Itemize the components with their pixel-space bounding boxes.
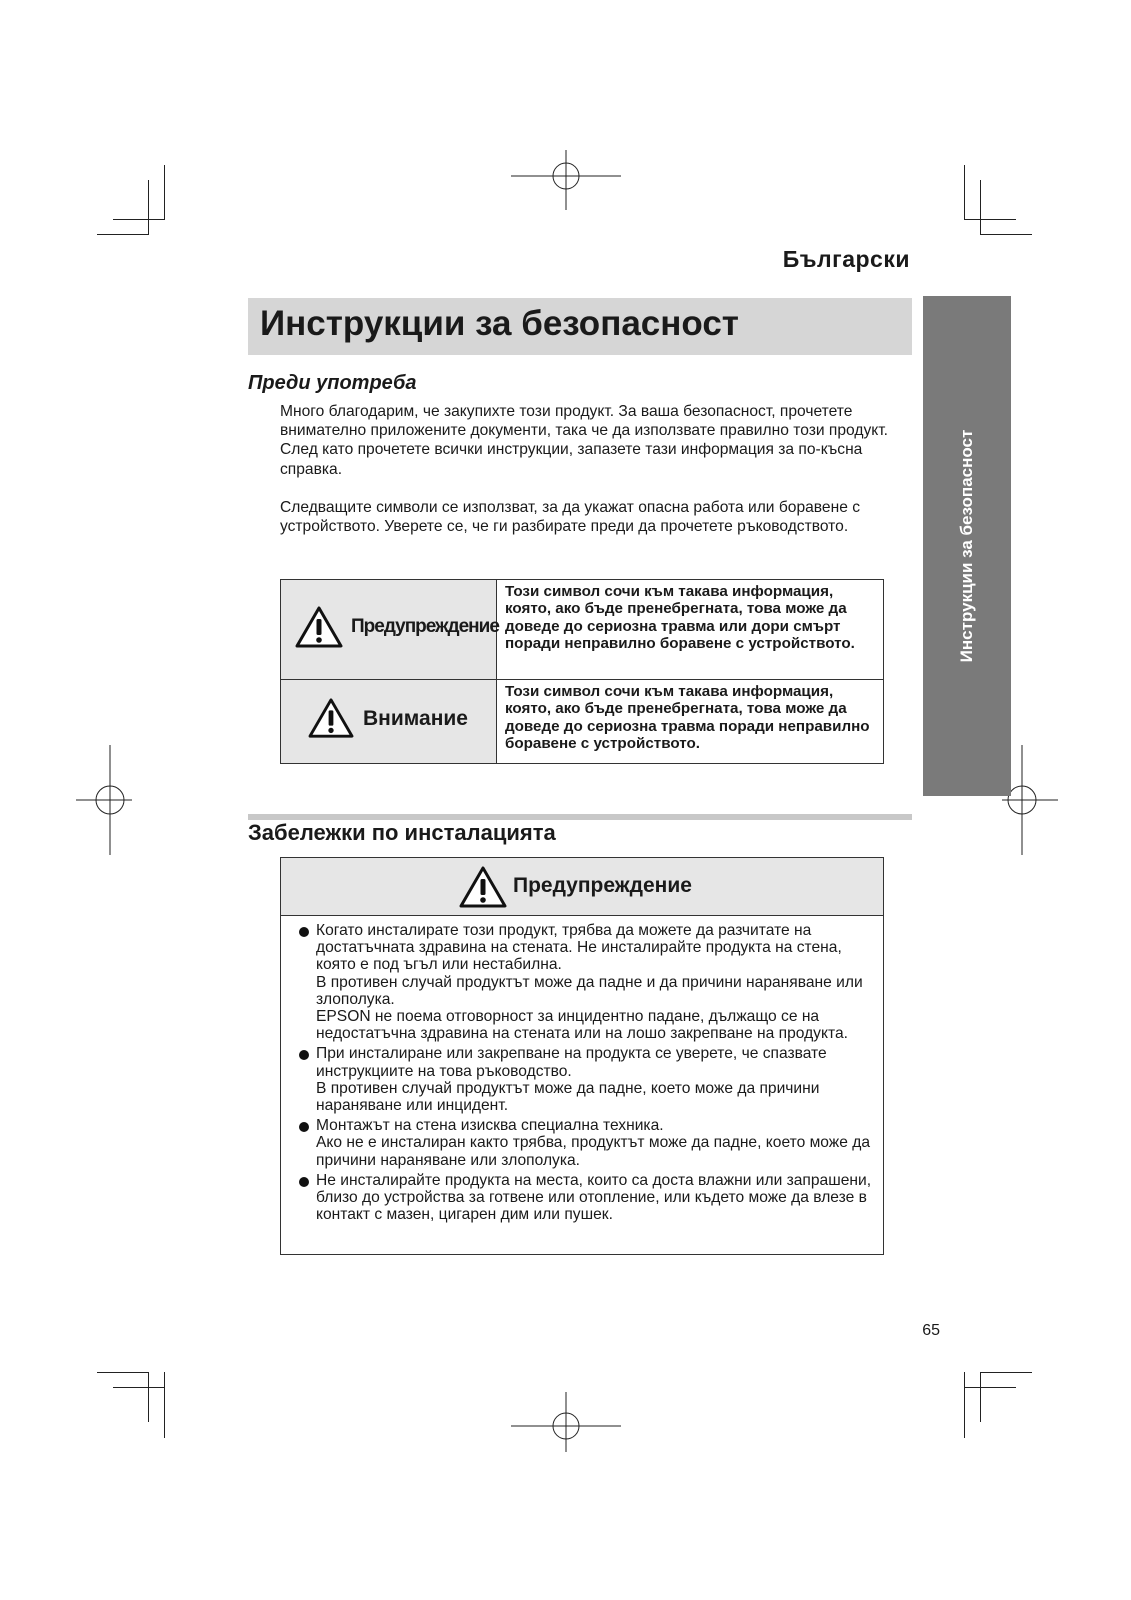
- item-text: В противен случай продуктът може да падне, което може да причини нараняване или инцидент.: [316, 1079, 820, 1115]
- warning-triangle-icon: [458, 865, 508, 909]
- symbol-cell: [281, 680, 497, 763]
- list-item: [281, 1117, 883, 1169]
- warning-list: [281, 922, 883, 1226]
- symbol-label: Предупреждение: [351, 616, 499, 637]
- item-text: EPSON не поема отговорност за инцидентно падане, дължащо се на недостатъчна здравина на стената или на лошо закрепване на продукта.: [316, 1008, 848, 1043]
- item-text: Монтажът на стена изисква специална техника.: [316, 1117, 664, 1135]
- bullet-icon: [299, 1050, 309, 1060]
- warning-triangle-icon: [294, 605, 344, 649]
- installation-warning-box: [280, 857, 884, 1255]
- intro-paragraph: Много благодарим, че закупихте този продукт. За ваша безопасност, прочетете внимателно приложените документи, така че да използвате правилно този продукт.: [280, 403, 888, 440]
- symbol-label: Внимание: [363, 707, 468, 730]
- intro-paragraph: След като прочетете всички инструкции, запазете тази информация за по-късна справка.: [280, 441, 863, 478]
- list-item: [281, 922, 883, 1042]
- item-text: Когато инсталирате този продукт, трябва да можете да разчитате на достатъчната здравина на стената. Не инсталирайте продукта на стена, която е под ъгъл или нестабилна.: [316, 922, 842, 974]
- bullet-icon: [299, 1122, 309, 1132]
- page-number: 65: [922, 1322, 940, 1339]
- item-text: Ако не е инсталиран както трябва, продуктът може да падне, което може да причини нараняване или злополука.: [316, 1134, 870, 1169]
- page-title-bar: [248, 298, 912, 355]
- symbol-description: Този символ сочи към такава информация, която, ако бъде пренебрегната, това може да доведе до сериозна травма или дори смърт поради неправилно боравене с устройството.: [505, 583, 855, 653]
- before-use-heading: Преди употреба: [248, 372, 417, 394]
- symbol-cell: [281, 580, 497, 679]
- list-item: [281, 1172, 883, 1224]
- warning-triangle-icon: [307, 697, 355, 739]
- registration-mark-top: [511, 150, 621, 210]
- symbols-table: [280, 579, 884, 764]
- intro-paragraph: Следващите символи се използват, за да укажат опасна работа или боравене с устройството. Уверете се, че ги разбирате преди да прочетете ръководството.: [280, 498, 860, 536]
- page-title: Инструкции за безопасност: [260, 304, 739, 343]
- warning-label: Предупреждение: [513, 874, 692, 897]
- item-text: В противен случай продуктът може да падне и да причини нараняване или злополука.: [316, 973, 863, 1008]
- symbol-row-caution: [281, 680, 883, 763]
- side-tab: [923, 296, 1011, 796]
- list-item: [281, 1045, 883, 1114]
- item-text: При инсталиране или закрепване на продукта се уверете, че спазвате инструкциите на това ръководство.: [316, 1045, 827, 1080]
- symbol-description: Този символ сочи към такава информация, която, ако бъде пренебрегната, това може да доведе до сериозна травма поради неправилно боравене с устройството.: [505, 683, 870, 753]
- language-label: Български: [782, 246, 910, 272]
- item-text: Не инсталирайте продукта на места, които са доста влажни или запрашени, близо до устройства за готвене или отопление, или където може да влезе в контакт с мазен, цигарен дим или пушек.: [316, 1171, 872, 1224]
- installation-heading: Забележки по инсталацията: [248, 820, 556, 845]
- registration-mark-bottom: [511, 1392, 621, 1452]
- bullet-icon: [299, 927, 309, 937]
- bullet-icon: [299, 1177, 309, 1187]
- registration-mark-left: [76, 745, 136, 855]
- side-tab-label: Инструкции за безопасност: [957, 429, 976, 663]
- warning-header: [281, 858, 883, 916]
- symbol-row-warning: [281, 580, 883, 680]
- before-use-text: [280, 402, 920, 536]
